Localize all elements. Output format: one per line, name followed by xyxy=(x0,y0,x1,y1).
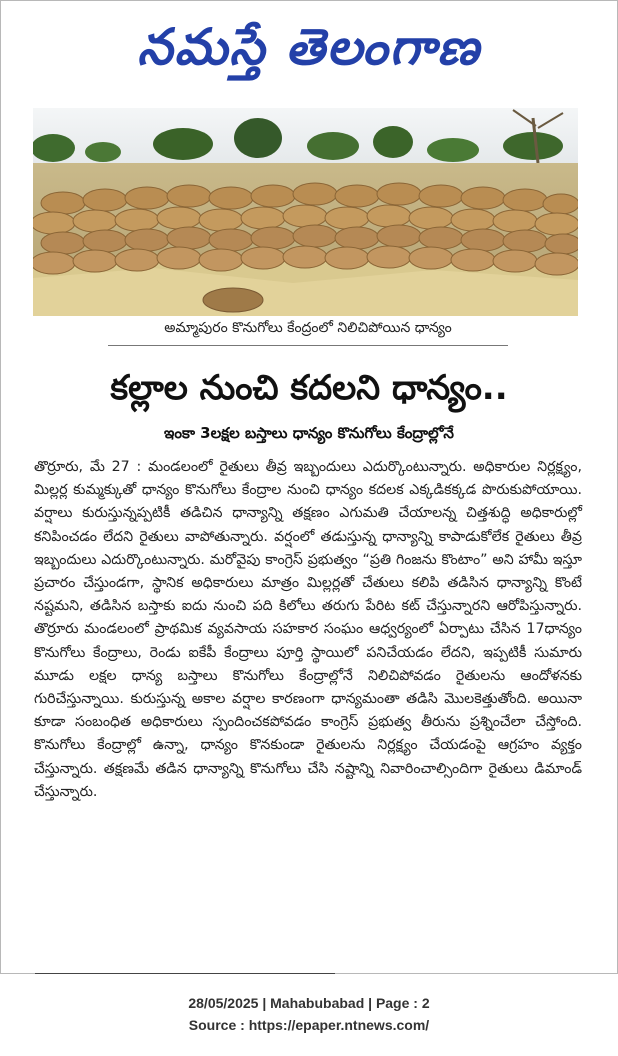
photo-caption: అమ్మాపురం కొనుగోలు కేంద్రంలో నిలిచిపోయిన ధాన్యం xyxy=(108,320,508,346)
publication-info: 28/05/2025 | Mahabubabad | Page : 2 xyxy=(188,995,430,1011)
article-headline: కల్లాల నుంచి కదలని ధాన్యం.. xyxy=(110,368,508,408)
article-subheadline: ఇంకా 3లక్షల బస్తాలు ధాన్యం కొనుగోలు కేంద్రాల్లోనే xyxy=(164,424,454,442)
source-link[interactable]: Source : https://epaper.ntnews.com/ xyxy=(188,1017,430,1033)
article-body: తొర్రూరు, మే 27 : మండలంలో రైతులు తీవ్ర ఇబ్బందులు ఎదుర్కొంటున్నారు. అధికారుల నిర్లక్ష్యం, మిల్లర్ల కుమ్మక్కుతో ధాన్యం కొనుగోలు కేంద్రాల నుంచి ధాన్యం కదలక ఎక్కడికక్కడ పొరుకుపోయాయి. వర్షాలు కురుస్తున్నప్పటికీ తడిచిన ధాన్యాన్ని తక్షణం ఎగుమతి చేయాలన్న చిత్తశుద్ధి అధికారుల్లో కనిపించడం లేదని రైతులు వాపోతున్నారు. వర్షంలో తడుస్తున్న ధాన్యాన్ని కాపాడుకోలేక రైతులు తీవ్ర ఇబ్బందులు ఎదుర్కొంటున్నారు. మరోవైపు కాంగ్రెస్ ప్రభుత్వం “ప్రతి గింజను కొంటాం” అని హామీ ఇస్తూ ప్రచారం చేస్తుండగా, స్థానిక అధికారులు మాత్రం మిల్లర్లతో చేతులు కలిపి తడిసిన ధాన్యాన్ని కొంటే నష్టమని, తడిసిన బస్తాకు ఐదు నుంచి పది కిలోలు తరుగు పేరిట కట్ చేస్తున్నారని ఆరోపిస్తున్నారు. తొర్రూరు మండలంలో ప్రాథమిక వ్యవసాయ సహకార సంఘం ఆధ్వర్యంలో ఏర్పాటు చేసిన 17ధాన్యం కొనుగోలు కేంద్రాలు, రెండు ఐకేపీ కేంద్రాలు పూర్తి స్థాయిలో పనిచేయడం లేదని, ఇప్పటికీ సుమారు మూడు లక్షల ధాన్య బస్తాలు కొనుగోలు కేంద్రాల్లోనే నిలిచిపోవడం రైతులను ఆందోళనకు గురిచేస్తున్నాయి. కురుస్తున్న అకాల వర్షాల కారణంగా ధాన్యమంతా తడిసి మొలకెత్తుతోంది. అయినా కూడా సంబంధిత అధికారులు స్పందించకపోవడం కాంగ్రెస్ ప్రభుత్వ తీరును ప్రశ్నించేలా చేస్తోంది. కొనుగోలు కేంద్రాల్లో ఉన్నా, ధాన్యం కొనకుండా రైతులను నిర్లక్ష్యం చేయడంపై ఆగ్రహం వ్యక్తం చేస్తున్నారు. తక్షణమే తడిన ధాన్యాన్ని కొనుగోలు చేసి నష్టాన్ని నివారించాల్సిందిగా రైతులు డిమాండ్ చేస్తున్నారు. xyxy=(34,459,582,800)
newspaper-masthead: నమస్తే తెలంగాణ xyxy=(137,18,481,76)
grain-sacks-photo xyxy=(33,108,578,316)
news-photo xyxy=(33,108,578,316)
divider-line xyxy=(35,973,335,974)
